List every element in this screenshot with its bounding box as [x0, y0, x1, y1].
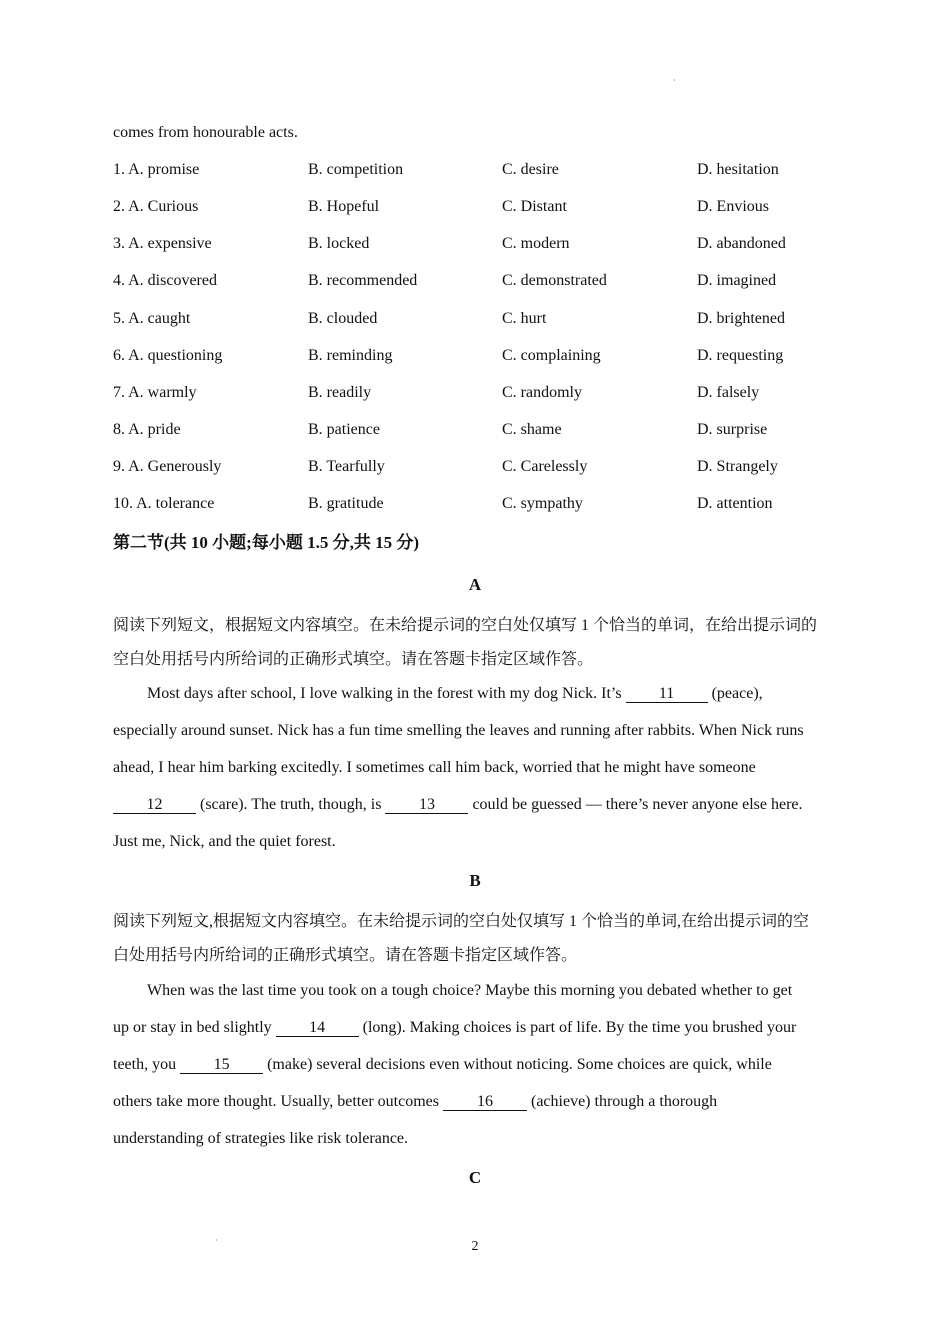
- option-c: C. hurt: [502, 310, 547, 327]
- option-d: D. imagined: [697, 272, 777, 289]
- blank-11: 11: [626, 685, 708, 703]
- part-b-instruction: 阅读下列短文,根据短文内容填空。在未给提示词的空白处仅填写 1 个恰当的单词,在给出提示词的空: [113, 913, 810, 930]
- passage-text: (achieve) through a thorough: [527, 1093, 718, 1110]
- passage-line: especially around sunset. Nick has a fun time smelling the leaves and running after rabbits. When Nick runs: [113, 722, 804, 739]
- blank-14: 14: [276, 1019, 359, 1037]
- passage-text: (make) several decisions even without noticing. Some choices are quick, while: [263, 1056, 772, 1073]
- option-row: [113, 309, 837, 329]
- option-a: 6. A. questioning: [113, 347, 223, 364]
- option-row: [113, 420, 837, 440]
- passage-line: When was the last time you took on a tough choice? Maybe this morning you debated whether to get: [147, 982, 793, 999]
- option-d: D. falsely: [697, 384, 760, 401]
- option-row: [113, 197, 837, 217]
- passage-line: [147, 684, 763, 704]
- part-a-instruction: 空白处用括号内所给词的正确形式填空。请在答题卡指定区域作答。: [113, 651, 594, 668]
- section-heading: 第二节(共 10 小题;每小题 1.5 分,共 15 分): [113, 533, 419, 552]
- option-row: [113, 234, 837, 254]
- option-row: [113, 383, 837, 403]
- option-c: C. shame: [502, 421, 562, 438]
- part-b-instruction: 白处用括号内所给词的正确形式填空。请在答题卡指定区域作答。: [113, 947, 578, 964]
- option-b: B. patience: [308, 421, 380, 438]
- passage-line: [113, 1055, 772, 1075]
- exam-page: [113, 0, 837, 1344]
- passage-text: (scare). The truth, though, is: [196, 796, 386, 813]
- passage-text: (peace),: [707, 685, 763, 702]
- option-row: [113, 346, 837, 366]
- scan-dot-mark: ·: [215, 1236, 218, 1245]
- passage-line: ahead, I hear him barking excitedly. I sometimes call him back, worried that he might have someone: [113, 759, 756, 776]
- blank-16: 16: [443, 1093, 527, 1111]
- option-a: 9. A. Generously: [113, 458, 222, 475]
- option-a: 4. A. discovered: [113, 272, 217, 289]
- option-row: [113, 271, 837, 291]
- option-c: C. sympathy: [502, 495, 583, 512]
- option-a: 8. A. pride: [113, 421, 181, 438]
- option-row: [113, 494, 837, 514]
- option-c: C. demonstrated: [502, 272, 607, 289]
- option-b: B. gratitude: [308, 495, 384, 512]
- option-c: C. desire: [502, 161, 559, 178]
- passage-text: (long). Making choices is part of life. By the time you brushed your: [358, 1019, 797, 1036]
- continued-text: comes from honourable acts.: [113, 124, 298, 141]
- passage-line: [113, 1092, 717, 1112]
- option-c: C. Distant: [502, 198, 567, 215]
- passage-line: [113, 795, 803, 815]
- option-b: B. competition: [308, 161, 404, 178]
- page-number: 2: [471, 1239, 479, 1254]
- passage-line: understanding of strategies like risk tolerance.: [113, 1130, 409, 1147]
- option-d: D. surprise: [697, 421, 768, 438]
- option-c: C. complaining: [502, 347, 601, 364]
- option-d: D. brightened: [697, 310, 785, 327]
- option-d: D. Envious: [697, 198, 769, 215]
- blank-12: 12: [113, 796, 196, 814]
- option-a: 7. A. warmly: [113, 384, 197, 401]
- part-b-label: B: [469, 871, 481, 890]
- passage-text: others take more thought. Usually, better outcomes: [113, 1093, 443, 1110]
- option-a: 5. A. caught: [113, 310, 191, 327]
- passage-text: teeth, you: [113, 1056, 181, 1073]
- option-a: 2. A. Curious: [113, 198, 199, 215]
- option-b: B. Hopeful: [308, 198, 380, 215]
- passage-line: Just me, Nick, and the quiet forest.: [113, 833, 336, 850]
- part-a-instruction: 阅读下列短文，根据短文内容填空。在未给提示词的空白处仅填写 1 个恰当的单词，在给出提示词的: [113, 617, 818, 634]
- part-a-label: A: [468, 575, 482, 594]
- part-c-label: C: [468, 1168, 482, 1187]
- scan-dot-mark: ·: [673, 76, 676, 85]
- option-b: B. recommended: [308, 272, 418, 289]
- option-a: 3. A. expensive: [113, 235, 212, 252]
- option-row: [113, 457, 837, 477]
- option-d: D. Strangely: [697, 458, 778, 475]
- passage-text: could be guessed — there’s never anyone else here.: [468, 796, 803, 813]
- option-a: 1. A. promise: [113, 161, 200, 178]
- option-b: B. Tearfully: [308, 458, 385, 475]
- option-d: D. abandoned: [697, 235, 786, 252]
- option-b: B. readily: [308, 384, 372, 401]
- option-a: 10. A. tolerance: [113, 495, 215, 512]
- option-b: B. locked: [308, 235, 370, 252]
- blank-13: 13: [385, 796, 468, 814]
- option-c: C. randomly: [502, 384, 582, 401]
- option-row: [113, 160, 837, 180]
- passage-text: up or stay in bed slightly: [113, 1019, 276, 1036]
- option-d: D. attention: [697, 495, 773, 512]
- passage-text: Most days after school, I love walking in the forest with my dog Nick. It’s: [147, 685, 626, 702]
- option-c: C. modern: [502, 235, 570, 252]
- passage-line: [113, 1018, 796, 1038]
- option-b: B. clouded: [308, 310, 378, 327]
- option-b: B. reminding: [308, 347, 393, 364]
- option-d: D. hesitation: [697, 161, 779, 178]
- option-c: C. Carelessly: [502, 458, 588, 475]
- blank-15: 15: [180, 1056, 263, 1074]
- option-d: D. requesting: [697, 347, 784, 364]
